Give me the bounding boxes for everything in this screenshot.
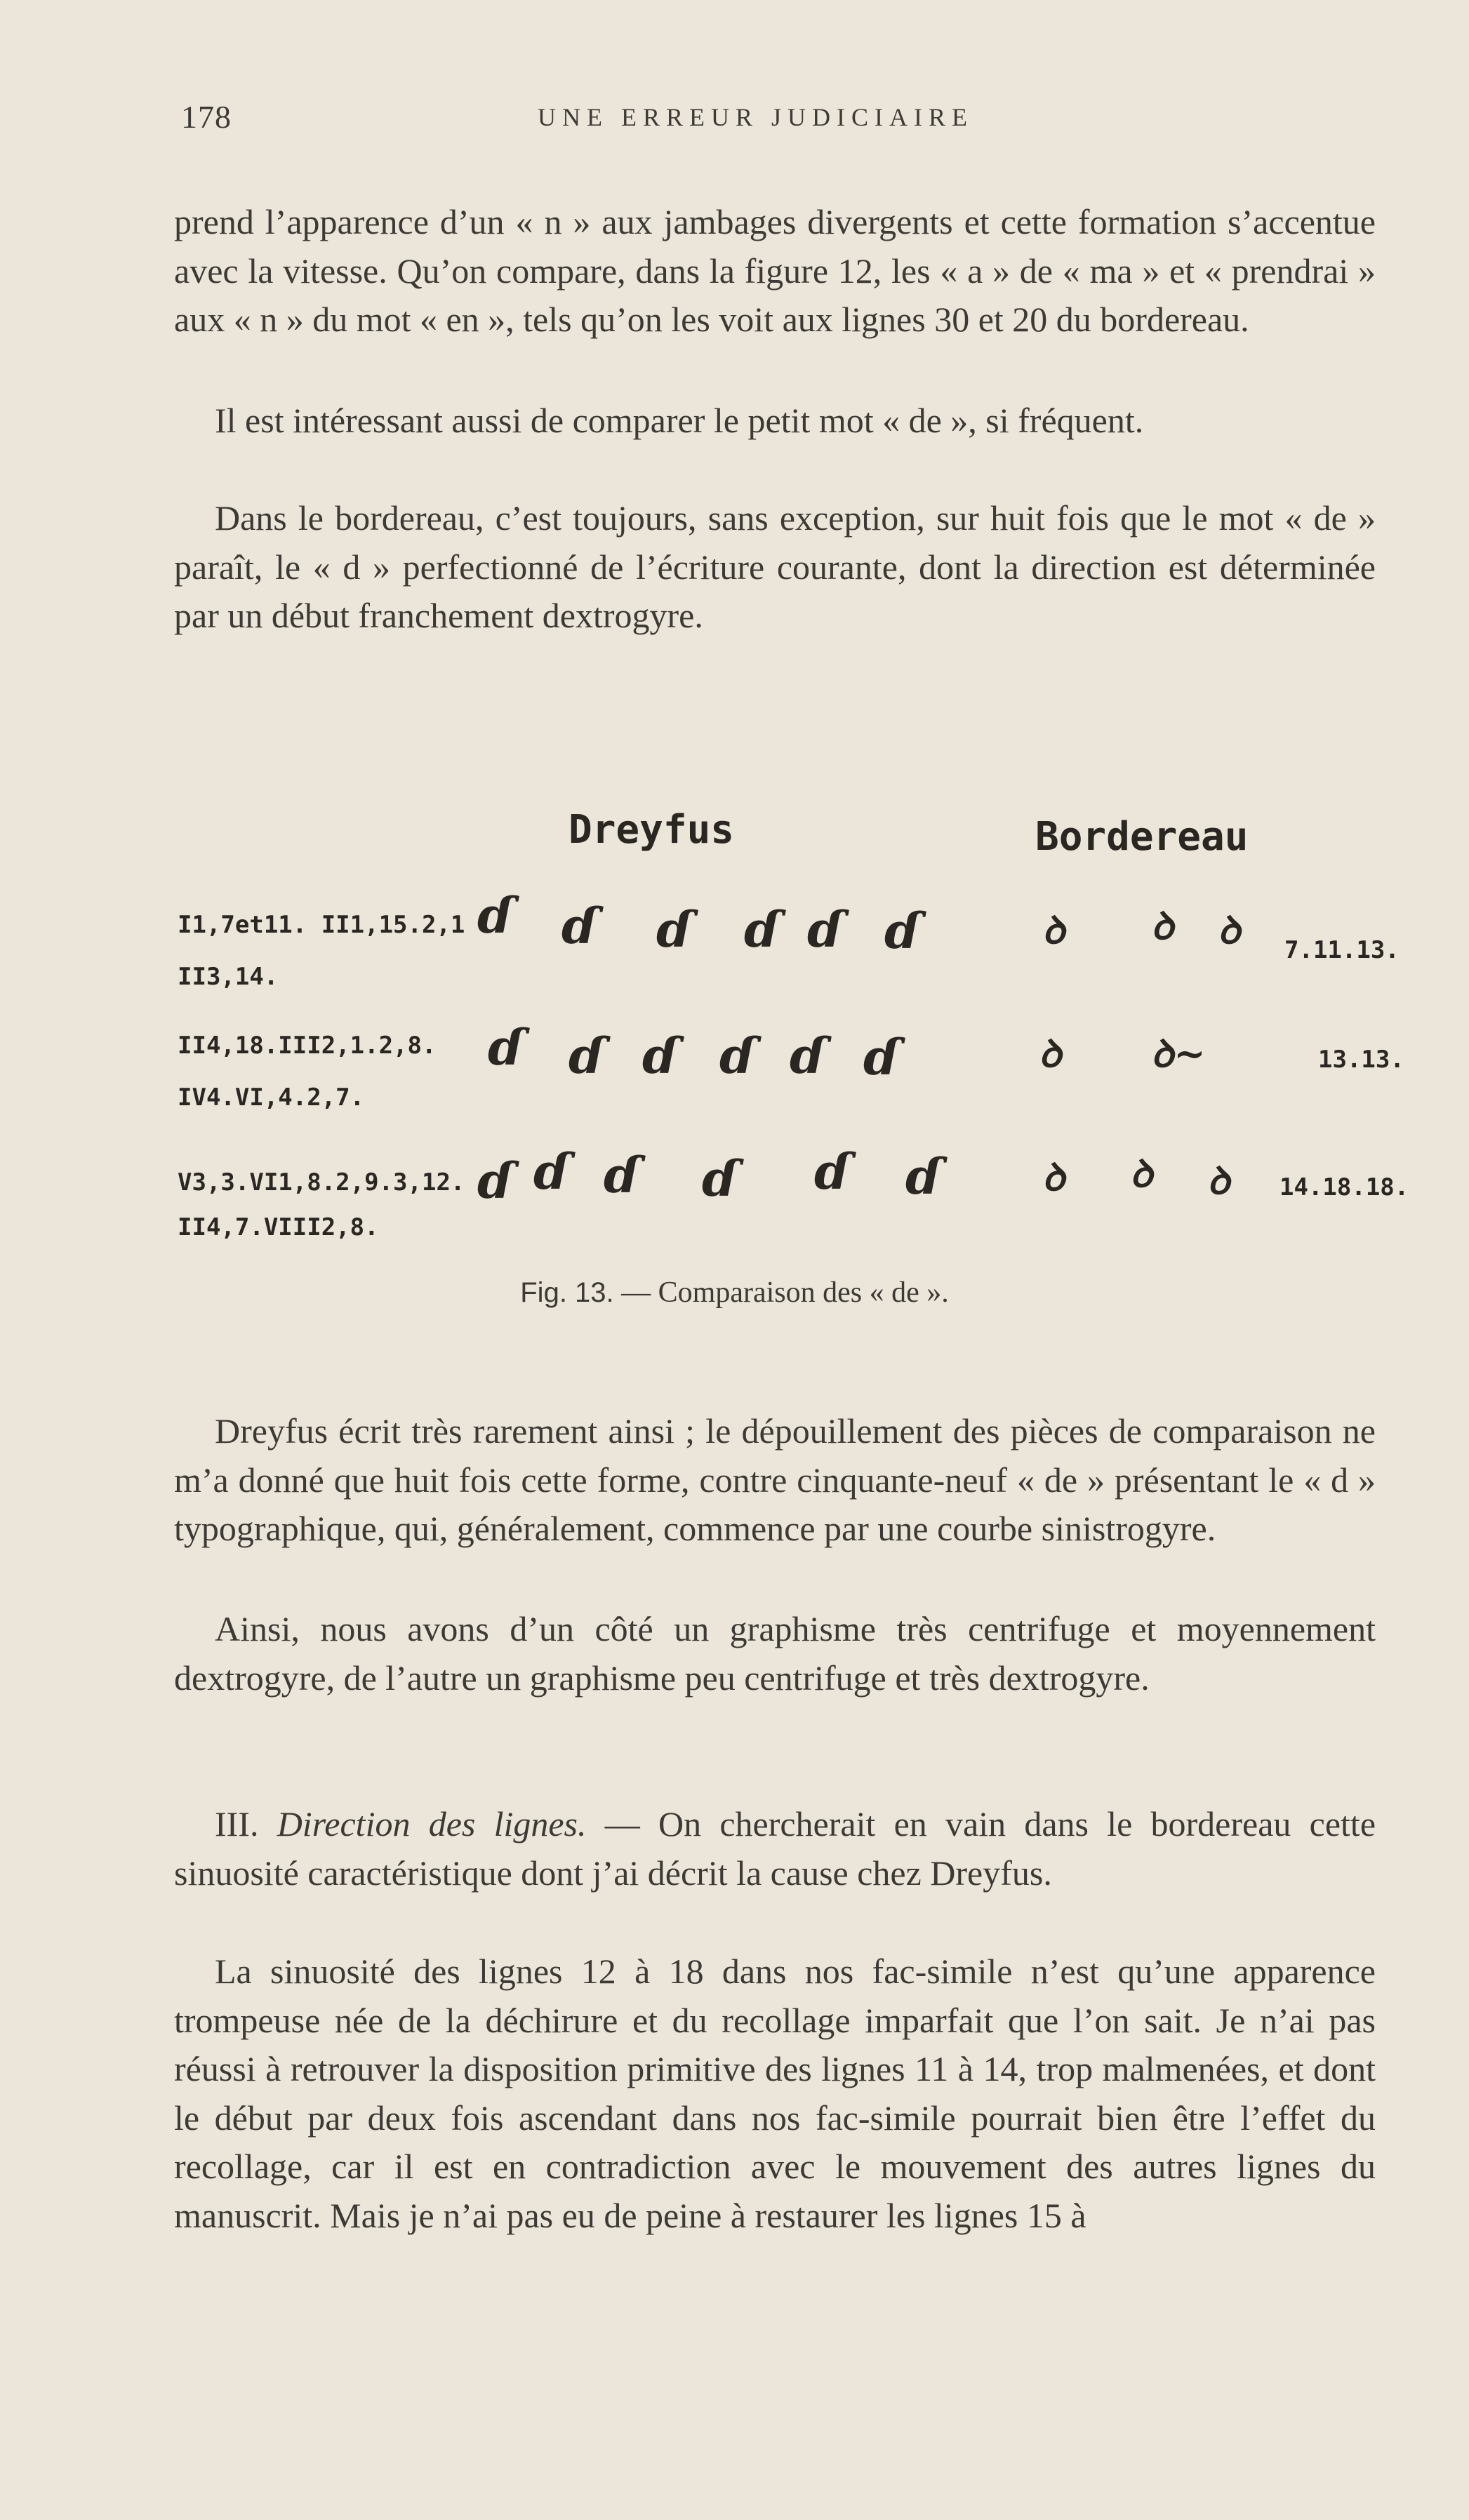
handwritten-de-glyph: ɗ [719, 1027, 756, 1085]
figure-ref-left: IV4.VI,4.2,7. [178, 1084, 365, 1112]
running-title: UNE ERREUR JUDICIAIRE [538, 103, 973, 131]
handwritten-de-glyph: ɗ [702, 1149, 738, 1208]
handwritten-de-glyph: ɗ [561, 897, 598, 955]
figure-ref-right: 13.13. [1318, 1046, 1404, 1074]
handwritten-de-glyph: ɗ [477, 886, 514, 945]
paragraph-dreyfus-rarement: Dreyfus écrit très rarement ainsi ; le dépouillement des pièces de comparaison ne m’a donné que huit fois cette forme, contre cinquante-neuf « de » présentant le « d » typographique, qui, généralement, commence par une courbe sinistrogyre. [174, 1411, 1376, 1548]
handwritten-de-glyph: ɗ [814, 1142, 851, 1201]
figure-caption [0, 1276, 1469, 1309]
bordereau-de-glyph: ꝺ [1042, 1154, 1065, 1199]
paragraph-ainsi: Ainsi, nous avons d’un côté un graphisme très centrifuge et moyennement dextrogyre, de l’autre un graphisme peu centrifuge et très dextrogyre. [174, 1609, 1376, 1698]
handwritten-de-glyph: ɗ [790, 1027, 826, 1085]
figure-caption-text: — Comparaison des « de ». [613, 1276, 949, 1309]
paragraph-de-intro: Il est intéressant aussi de comparer le petit mot « de », si fréquent. [215, 401, 1144, 440]
figure-ref-right: 7.11.13. [1284, 936, 1400, 964]
bordereau-de-glyph: ꝺ [1151, 903, 1174, 948]
section-number: III. [215, 1804, 259, 1844]
figure-ref-right: 14.18.18. [1279, 1173, 1409, 1201]
handwritten-de-glyph: ɗ [807, 900, 844, 959]
figure-ref-left: II4,18.III2,1.2,8. [178, 1032, 437, 1060]
figure-title-dreyfus: Dreyfus [569, 807, 735, 853]
handwritten-de-glyph: ɗ [477, 1152, 514, 1210]
bordereau-de-glyph: ꝺ [1042, 907, 1065, 952]
handwritten-de-glyph: ɗ [744, 900, 780, 959]
handwritten-de-glyph: ɗ [863, 1028, 900, 1086]
paragraph-continuation: prend l’apparence d’un « n » aux jambages divergents et cette formation s’accentue avec la vitesse. Qu’on compare, dans la figure 12, les « a » de « ma » et « prendrai » aux « n » du mot « en », tels qu’on les voit aux lignes 30 et 20 du bordereau. [174, 202, 1376, 339]
figure-caption-label: Fig. 13. [520, 1277, 614, 1308]
handwritten-de-glyph: ɗ [642, 1027, 679, 1085]
figure-ref-left: II3,14. [178, 963, 279, 991]
figure-ref-left: I1,7et11. II1,15.2,1 [178, 911, 465, 939]
bordereau-de-glyph: ꝺ [1207, 1158, 1230, 1203]
figure-title-bordereau: Bordereau [1035, 814, 1249, 860]
section-text: — On chercherait en vain dans le bordereau cette sinuosité caractéristique dont j’ai décrit la cause chez Dreyfus. [174, 1804, 1376, 1893]
handwritten-de-glyph: ɗ [656, 900, 693, 959]
paragraph-bordereau-de: Dans le bordereau, c’est toujours, sans exception, sur huit fois que le mot « de » paraît, le « d » perfectionné de l’écriture courante, dont la direction est déterminée par un début franchement dextrogyre. [174, 498, 1376, 635]
handwritten-de-glyph: ɗ [533, 1142, 570, 1201]
section-title: Direction des lignes. [277, 1804, 587, 1844]
paragraph-sinuosite: La sinuosité des lignes 12 à 18 dans nos fac-simile n’est qu’une apparence trompeuse née de la déchirure et du recollage imparfait que l’on sait. Je n’ai pas réussi à retrouver la disposition primitive des lignes 11 à 14, trop malmenées, et dont le début par deux fois ascendant dans nos fac-simile pourrait bien être l’effet du recollage, car il est en contradiction avec le mouvement des autres lignes du manuscrit. Mais je n’ai pas eu de peine à restaurer les lignes 15 à [174, 1952, 1376, 2235]
bordereau-de-glyph: ꝺ~ [1151, 1031, 1206, 1076]
handwritten-de-glyph: ɗ [604, 1146, 640, 1204]
handwritten-de-glyph: ɗ [488, 1018, 524, 1076]
section-iii-paragraph [174, 1800, 1376, 1898]
bordereau-de-glyph: ꝺ [1218, 907, 1241, 952]
handwritten-de-glyph: ɗ [884, 902, 921, 960]
handwritten-de-glyph: ɗ [905, 1147, 942, 1206]
handwritten-de-glyph: ɗ [569, 1027, 605, 1085]
bordereau-de-glyph: ꝺ [1130, 1151, 1153, 1196]
page-number: 178 [181, 99, 232, 135]
figure-ref-left: V3,3.VI1,8.2,9.3,12. [178, 1168, 465, 1196]
bordereau-de-glyph: ꝺ [1039, 1031, 1062, 1076]
figure-ref-left: II4,7.VIII2,8. [178, 1213, 379, 1241]
